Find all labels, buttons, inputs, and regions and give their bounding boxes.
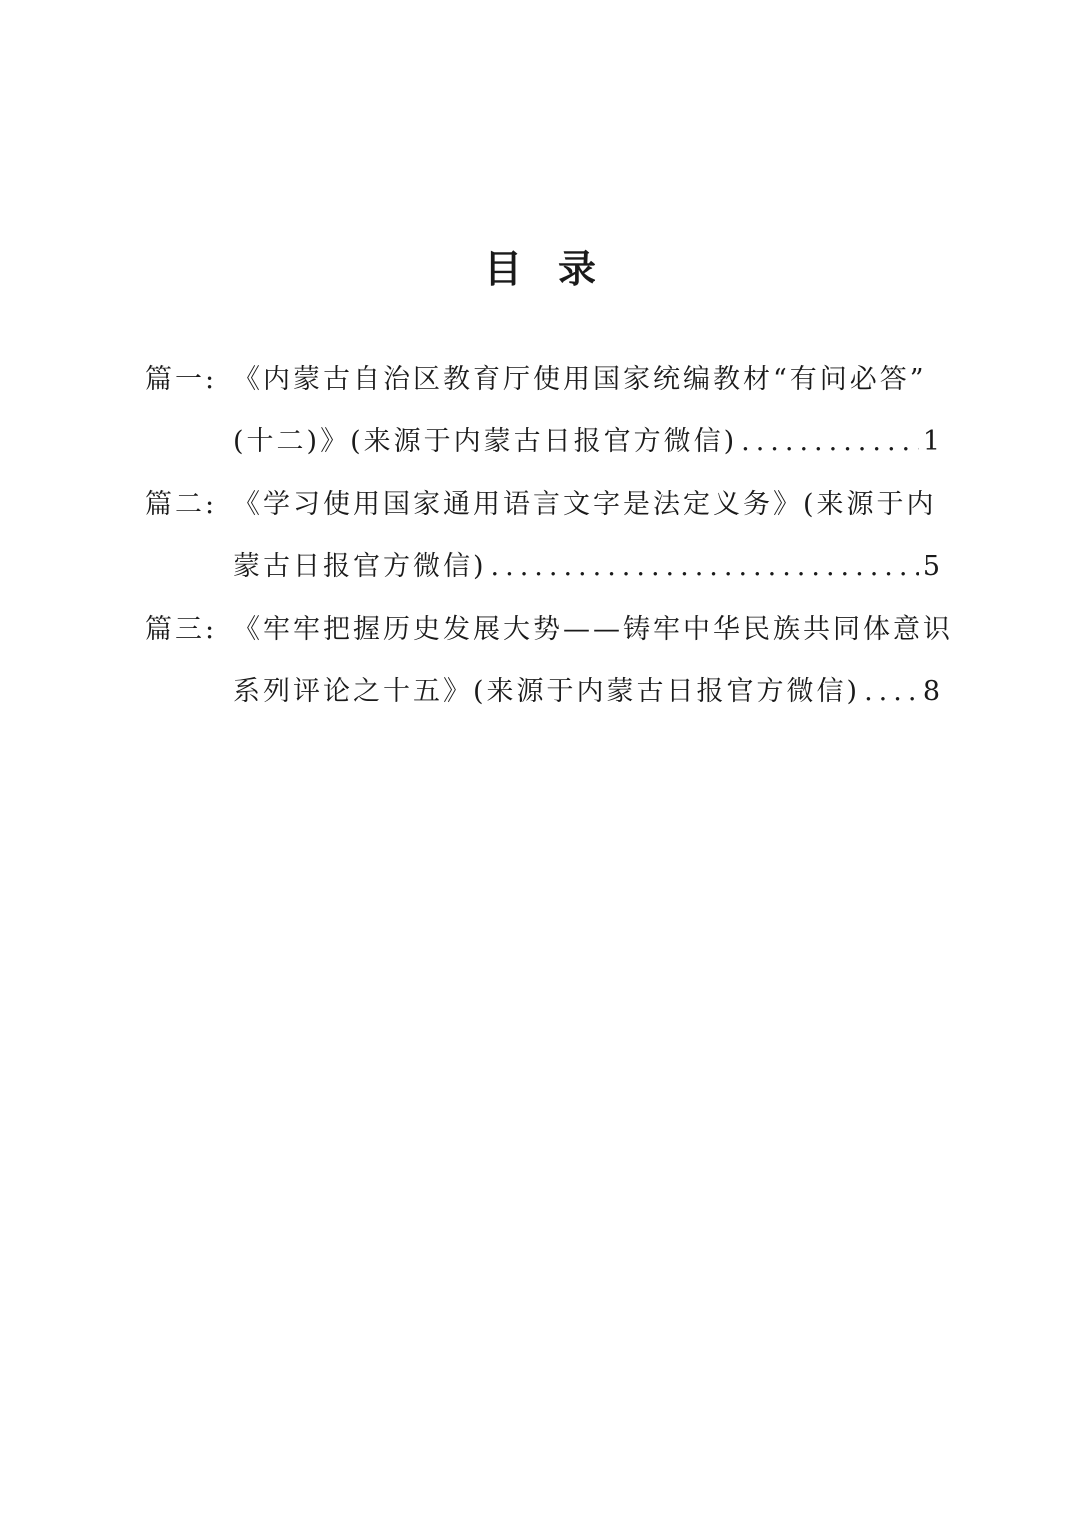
toc-entry-second-line xyxy=(145,547,940,587)
toc-entry-label: 篇一: xyxy=(145,364,218,395)
toc-entry[interactable] xyxy=(145,360,940,462)
toc-entry-label: 篇二: xyxy=(145,489,218,520)
dot-leader xyxy=(741,422,919,462)
page-title: 目录 xyxy=(483,247,632,291)
toc-entry-second-line xyxy=(145,422,940,462)
toc-entry-first-line xyxy=(145,360,940,400)
toc-entry-second-line xyxy=(145,672,940,712)
toc-page-number: 1 xyxy=(922,426,940,457)
toc-page-number: 8 xyxy=(922,676,940,707)
toc-entry[interactable] xyxy=(145,610,953,712)
toc-entry-title-continued: (十二)》(来源于内蒙古日报官方微信) xyxy=(233,426,738,457)
dot-leader xyxy=(864,672,919,712)
toc-entry-title: 《学习使用国家通用语言文字是法定义务》(来源于内 xyxy=(233,489,937,520)
toc-page-number: 5 xyxy=(922,551,940,582)
dot-leader xyxy=(491,547,919,587)
toc-entry-title-continued: 蒙古日报官方微信) xyxy=(233,551,487,582)
toc-entry-label: 篇三: xyxy=(145,614,218,645)
toc-entry-first-line xyxy=(145,485,940,525)
toc-entry[interactable] xyxy=(145,485,940,587)
toc-entry-title: 《内蒙古自治区教育厅使用国家统编教材“有问必答” xyxy=(233,364,927,395)
toc-entry-title: 《牢牢把握历史发展大势——铸牢中华民族共同体意识 xyxy=(233,614,953,645)
toc-entry-title-continued: 系列评论之十五》(来源于内蒙古日报官方微信) xyxy=(233,676,861,707)
toc-entry-first-line xyxy=(145,610,953,650)
